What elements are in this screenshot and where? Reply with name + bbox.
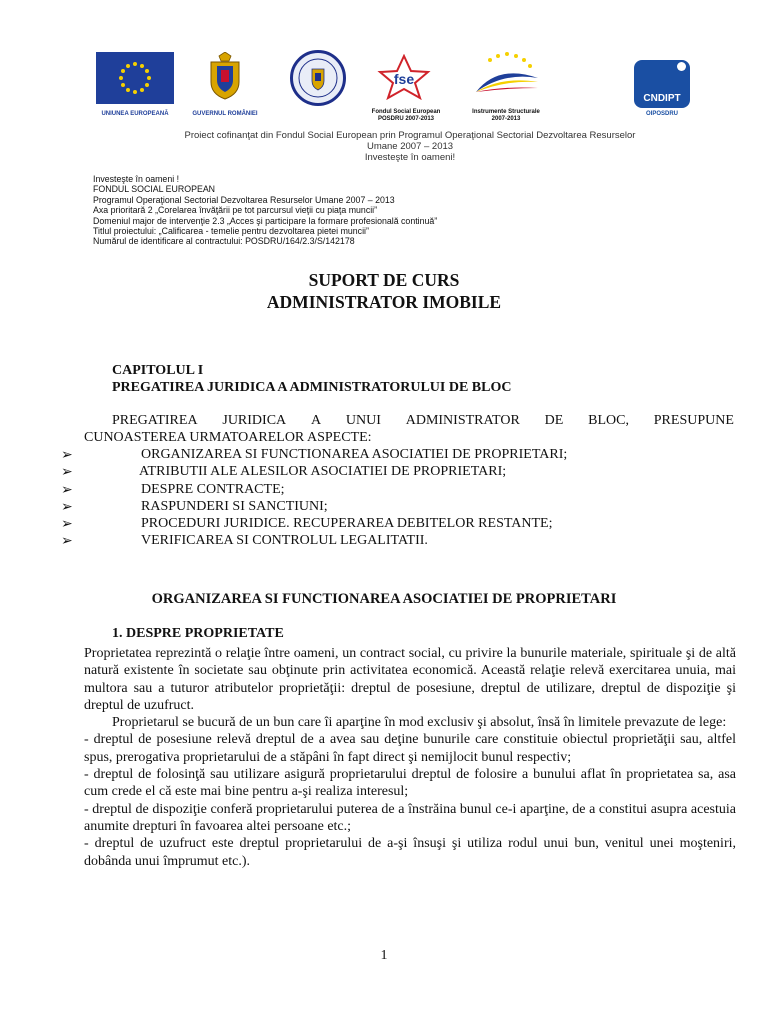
intro-word: UNUI xyxy=(345,413,381,428)
ministry-seal-icon xyxy=(290,50,346,106)
paragraph: - dreptul de folosinţă sau utilizare asigură proprietarului dreptul de folosire a bunului aflat în proprietatea sa, asa cum crede el că este mai bine pentru a-şi realiza interesul; xyxy=(84,767,736,800)
document-title-line-1: SUPORT DE CURS xyxy=(308,270,460,290)
list-item-text: PROCEDURI JURIDICE. RECUPERAREA DEBITELOR RESTANTE; xyxy=(141,516,553,532)
structural-instruments-caption xyxy=(452,109,560,123)
list-item xyxy=(61,464,741,481)
info-line: Investeşte în oameni ! xyxy=(93,174,180,184)
arrow-bullet-icon: ➢ xyxy=(61,482,73,498)
list-item xyxy=(61,499,741,516)
structural-instruments-logo-icon xyxy=(468,48,546,108)
arrow-bullet-icon: ➢ xyxy=(61,448,73,463)
list-item xyxy=(61,533,741,550)
paragraph: Proprietatea reprezintă o relaţie între oameni, un contract social, cu privire la bunurile materiale, spirituale şi de altă natură existente în societate sau obţinute prin activitatea economică. Această relaţie relevă exercitarea unuia, mai multora sau a tuturor atributelor proprietăţii: dreptul de posesiune, dreptul de utilizare, dreptul de dispoziţie şi dreptul de uzufruct. xyxy=(84,646,736,713)
list-item-text: ORGANIZAREA SI FUNCTIONAREA ASOCIATIEI DE PROPRIETARI; xyxy=(141,447,568,462)
eu-flag-icon xyxy=(96,52,174,104)
topics-list xyxy=(61,447,741,551)
romania-coat-of-arms-icon xyxy=(207,52,243,100)
fse-caption xyxy=(356,109,456,123)
paragraph: - dreptul de dispoziţie conferă proprietarului puterea de a înstrăina bunul ce-i aparţine, de a constitui asupra acestuia anumite drepturi în favoarea altei persoane etc.; xyxy=(84,801,736,834)
eu-caption: UNIUNEA EUROPEANĂ xyxy=(101,111,169,117)
list-item-text: RASPUNDERI SI SANCTIUNI; xyxy=(141,498,328,514)
intro-word: BLOC, xyxy=(588,413,629,428)
info-line: Numărul de identificare al contractului: POSDRU/164/2.3/S/142178 xyxy=(93,236,355,247)
intro-line-1 xyxy=(84,412,734,429)
body-text xyxy=(84,645,736,870)
list-item-text: ATRIBUTII ALE ALESILOR ASOCIATIEI DE PROPRIETARI; xyxy=(139,464,507,480)
arrow-bullet-icon: ➢ xyxy=(61,499,73,515)
arrow-bullet-icon: ➢ xyxy=(61,517,73,533)
is-caption-line-1: Instrumente Structurale xyxy=(472,109,540,115)
list-item xyxy=(61,516,741,533)
info-line: FONDUL SOCIAL EUROPEAN xyxy=(93,184,216,195)
page-number: 1 xyxy=(380,948,388,963)
intro-paragraph xyxy=(84,412,734,446)
cndipt-text: CNDIPT xyxy=(643,93,681,104)
arrow-bullet-icon: ➢ xyxy=(61,465,73,481)
arrow-bullet-icon: ➢ xyxy=(61,534,73,550)
chapter-title: PREGATIREA JURIDICA A ADMINISTRATORULUI DE BLOC xyxy=(112,380,512,395)
cndipt-logo-icon xyxy=(634,60,690,108)
project-line-3: Investeşte în oameni! xyxy=(364,152,456,163)
fse-caption-line-2: POSDRU 2007-2013 xyxy=(377,116,435,122)
info-line: Titlul proiectului: „Calificarea - temelie pentru dezvoltarea pietei muncii” xyxy=(93,226,369,237)
section-title: ORGANIZAREA SI FUNCTIONAREA ASOCIATIEI DE PROPRIETARI xyxy=(151,591,617,607)
fse-caption-line-1: Fondul Social European xyxy=(371,109,441,115)
intro-word: JURIDICA xyxy=(222,413,287,428)
list-item-text: DESPRE CONTRACTE; xyxy=(141,481,285,497)
subsection-title: 1. DESPRE PROPRIETATE xyxy=(112,626,284,641)
intro-word: PRESUPUNE xyxy=(653,413,734,428)
list-item-text: VERIFICAREA SI CONTROLUL LEGALITATII. xyxy=(141,533,428,549)
intro-word: DE xyxy=(544,413,564,428)
government-caption: GUVERNUL ROMÂNIEI xyxy=(192,111,258,117)
intro-word: PREGATIREA xyxy=(112,413,198,428)
list-item xyxy=(61,482,741,499)
info-line: Programul Operaţional Sectorial Dezvoltarea Resurselor Umane 2007 – 2013 xyxy=(93,194,395,205)
cndipt-dot-icon xyxy=(677,62,686,71)
project-info-block xyxy=(93,174,437,247)
fse-logo-icon xyxy=(372,54,436,100)
fse-mark: fse xyxy=(393,71,415,87)
project-line-2: Umane 2007 – 2013 xyxy=(366,141,454,152)
document-title-line-2: ADMINISTRATOR IMOBILE xyxy=(266,292,502,312)
paragraph: - dreptul de uzufruct este dreptul proprietarului de a-şi însuşi şi utiliza rodul unui bun, venitul unei moşteniri, dobânda unui împrumut etc.). xyxy=(84,836,736,869)
info-line: Domeniul major de intervenţie 2.3 „Acces şi participare la formare profesională continuă” xyxy=(93,215,438,226)
intro-word: ADMINISTRATOR xyxy=(405,413,520,428)
list-item xyxy=(61,447,741,464)
paragraph: - dreptul de posesiune relevă dreptul de a avea sau deţine bunurile care constituie obiectul proprietăţii sau, altfel spus, prerogativa proprietarului de a stăpâni în fapt direct şi nemijlocit bunul respectiv; xyxy=(84,732,736,765)
logo-strip xyxy=(0,48,768,128)
cndipt-caption: OIPOSDRU xyxy=(645,111,678,117)
is-caption-line-2: 2007-2013 xyxy=(491,116,521,122)
intro-line-2: CUNOASTEREA URMATOARELOR ASPECTE: xyxy=(84,430,372,445)
project-line-1: Proiect cofinanţat din Fondul Social European prin Programul Operaţional Sectorial Dezvoltarea Resurselor xyxy=(184,130,636,141)
info-line: Axa prioritară 2 „Corelarea învăţării pe tot parcursul vieţii cu piaţa muncii” xyxy=(93,205,378,216)
chapter-number: CAPITOLUL I xyxy=(112,363,204,378)
paragraph: Proprietarul se bucură de un bun care îi aparţine în mod exclusiv şi absolut, însă în limitele prevazute de lege: xyxy=(112,715,727,731)
intro-word: A xyxy=(310,413,322,428)
